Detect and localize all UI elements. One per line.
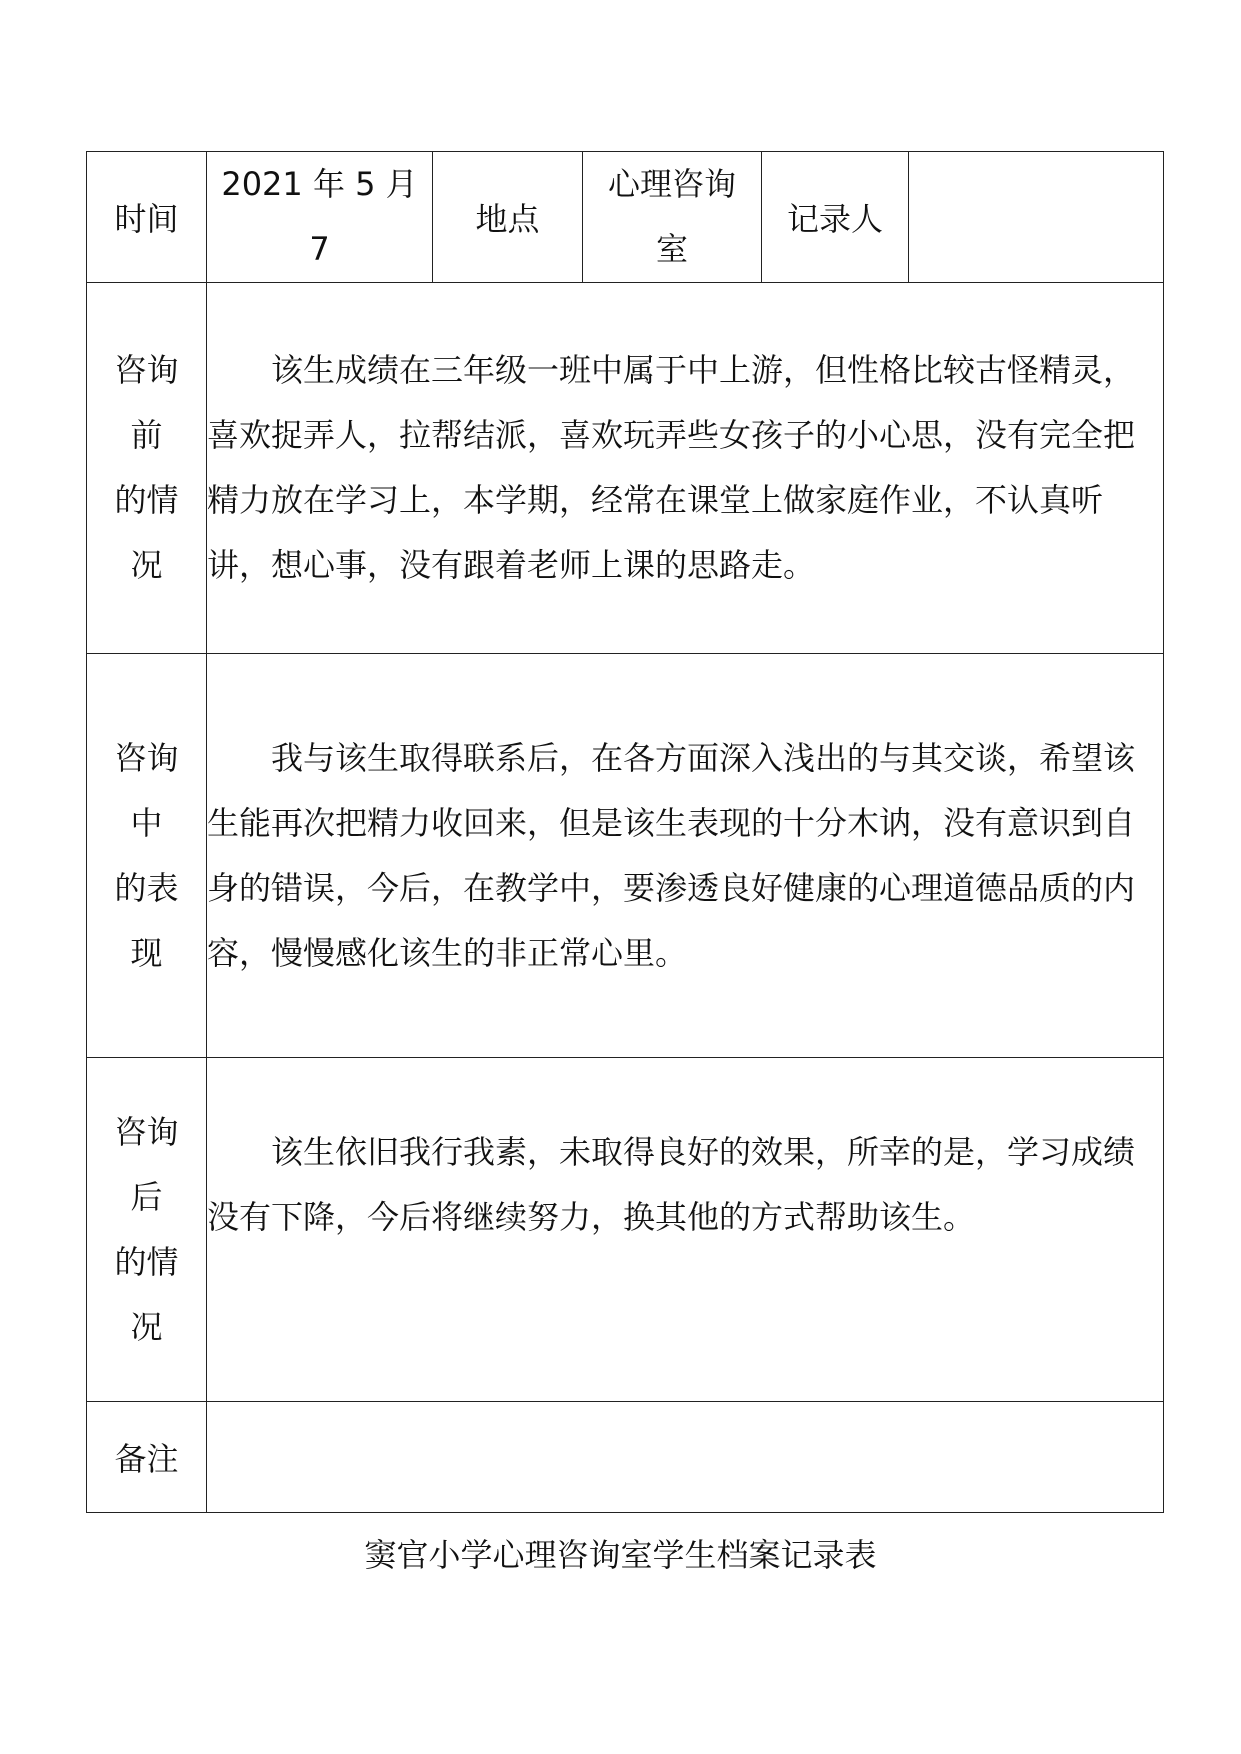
section-row-during (87, 654, 1164, 1058)
header-row (87, 152, 1164, 283)
label-line: 中 (130, 803, 163, 842)
label-line: 的情 (114, 1242, 179, 1281)
section-label-before (87, 283, 207, 654)
label-line: 咨询 (114, 1112, 179, 1151)
label-line: 咨询 (114, 351, 179, 389)
record-table (86, 151, 1164, 1513)
section-label-during (87, 654, 207, 1058)
remarks-value (207, 1402, 1164, 1513)
location-value-line1: 心理咨询 (607, 165, 736, 203)
label-line: 现 (130, 933, 163, 972)
recorder-value (909, 152, 1164, 283)
label-line: 的表 (114, 868, 179, 907)
label-line: 况 (130, 546, 163, 584)
label-line: 咨询 (114, 738, 179, 777)
remarks-label: 备注 (87, 1402, 207, 1513)
time-value-line2: 7 (309, 230, 330, 268)
section-row-after (87, 1058, 1164, 1402)
label-line: 后 (130, 1177, 163, 1216)
section-content-during (207, 654, 1164, 1058)
time-value (207, 152, 433, 283)
time-label: 时间 (87, 152, 207, 283)
location-value-line2: 室 (655, 230, 688, 268)
label-line: 的情 (114, 481, 179, 519)
location-label: 地点 (433, 152, 583, 283)
section-text-during: 我与该生取得联系后，在各方面深入浅出的与其交谈，希望该生能再次把精力收回来，但是该生表现的十分木讷，没有意识到自身的错误，今后，在教学中，要渗透良好健康的心理道德品质的内容，慢慢感化该生的非正常心里。 (207, 738, 1136, 972)
table-caption: 窦官小学心理咨询室学生档案记录表 (364, 1536, 877, 1574)
location-value (583, 152, 762, 283)
section-text-before: 该生成绩在三年级一班中属于中上游，但性格比较古怪精灵，喜欢捉弄人，拉帮结派，喜欢玩弄些女孩子的小心思，没有完全把精力放在学习上，本学期，经常在课堂上做家庭作业，不认真听讲，想心事，没有跟着老师上课的思路走。 (207, 351, 1136, 584)
label-line: 况 (130, 1307, 163, 1346)
label-line: 前 (130, 416, 163, 454)
recorder-label: 记录人 (762, 152, 909, 283)
section-text-after: 该生依旧我行我素，未取得良好的效果，所幸的是，学习成绩没有下降，今后将继续努力，换其他的方式帮助该生。 (207, 1133, 1136, 1236)
section-row-before (87, 283, 1164, 654)
time-value-line1: 2021 年 5 月 (221, 165, 418, 203)
section-content-after (207, 1058, 1164, 1402)
section-label-after (87, 1058, 207, 1402)
remarks-row (87, 1402, 1164, 1513)
section-content-before (207, 283, 1164, 654)
